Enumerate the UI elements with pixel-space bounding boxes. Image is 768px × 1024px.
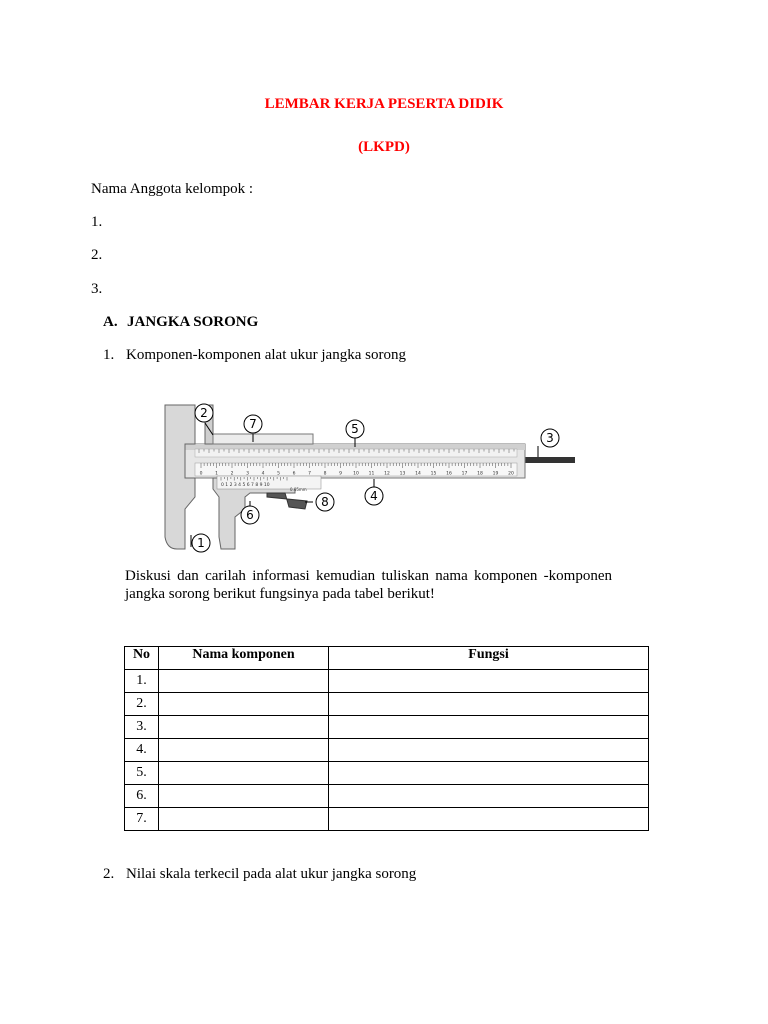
callout-6 (241, 506, 259, 524)
svg-text:4: 4 (370, 489, 378, 503)
row-number: 3. (125, 716, 159, 739)
table-header-row (125, 647, 649, 670)
svg-text:1: 1 (197, 536, 205, 550)
table-row (125, 693, 649, 716)
vernier-numbers: 0 1 2 3 4 5 6 7 8 9 10 (221, 483, 270, 488)
callout-3 (541, 429, 559, 447)
worksheet-title: LEMBAR KERJA PESERTA DIDIK (264, 96, 504, 112)
svg-text:5: 5 (351, 422, 359, 436)
nama-komponen-cell[interactable] (159, 739, 329, 762)
header-no: No (125, 647, 159, 670)
fungsi-cell[interactable] (329, 808, 649, 831)
table-row (125, 670, 649, 693)
member-number-2: 2. (91, 247, 103, 263)
main-scale-number: 4 (261, 471, 265, 477)
worksheet-subtitle: (LKPD) (358, 139, 410, 155)
component-table (124, 646, 649, 831)
table-row (125, 785, 649, 808)
table-row (125, 716, 649, 739)
members-label: Nama Anggota kelompok : (91, 181, 254, 197)
main-scale-number: 12 (384, 471, 390, 477)
row-number: 5. (125, 762, 159, 785)
item-1-text: Komponen-komponen alat ukur jangka sorong (126, 347, 406, 363)
row-number: 1. (125, 670, 159, 693)
main-scale-numbers (200, 471, 514, 477)
fungsi-cell[interactable] (329, 739, 649, 762)
row-number: 6. (125, 785, 159, 808)
main-scale-number: 3 (246, 471, 249, 477)
main-scale-number: 10 (353, 471, 359, 477)
main-scale-ticks (201, 463, 511, 468)
main-scale-number: 16 (446, 471, 452, 477)
row-number: 7. (125, 808, 159, 831)
row-number: 2. (125, 693, 159, 716)
svg-text:8: 8 (321, 495, 329, 509)
main-scale-number: 18 (477, 471, 483, 477)
main-scale-number: 15 (430, 471, 437, 477)
main-scale-number: 17 (461, 471, 468, 477)
main-scale-number: 1 (215, 471, 218, 477)
svg-text:6: 6 (246, 508, 254, 522)
fungsi-cell[interactable] (329, 693, 649, 716)
section-a-marker: A. (103, 314, 118, 330)
row-number: 4. (125, 739, 159, 762)
svg-text:7: 7 (249, 417, 257, 431)
main-scale-number: 11 (368, 471, 375, 477)
section-a-heading: JANGKA SORONG (127, 314, 259, 330)
fungsi-cell[interactable] (329, 670, 649, 693)
main-scale-number: 14 (415, 471, 421, 477)
svg-text:2: 2 (200, 406, 208, 420)
nama-komponen-cell[interactable] (159, 670, 329, 693)
svg-text:3: 3 (546, 431, 554, 445)
main-scale-number: 6 (292, 471, 296, 477)
main-scale-number: 9 (339, 471, 342, 477)
item-1-marker: 1. (103, 347, 115, 363)
callout-5 (346, 420, 364, 438)
callout-4 (365, 487, 383, 505)
fungsi-cell[interactable] (329, 716, 649, 739)
main-scale-number: 8 (323, 471, 327, 477)
vernier-caliper-figure (155, 397, 585, 557)
callout-1 (192, 534, 210, 552)
fungsi-cell[interactable] (329, 785, 649, 808)
item-2-marker: 2. (103, 866, 115, 882)
main-scale-number: 7 (308, 471, 311, 477)
thumb-screw (267, 493, 307, 509)
main-scale-number: 13 (399, 471, 406, 477)
main-scale-number: 20 (508, 471, 514, 477)
nama-komponen-cell[interactable] (159, 693, 329, 716)
nama-komponen-cell[interactable] (159, 785, 329, 808)
member-number-3: 3. (91, 281, 103, 297)
table-row (125, 762, 649, 785)
main-scale-number: 2 (230, 471, 234, 477)
main-scale-number: 19 (492, 471, 499, 477)
header-fungsi: Fungsi (329, 647, 649, 670)
fungsi-cell[interactable] (329, 762, 649, 785)
table-row (125, 808, 649, 831)
header-nama-komponen: Nama komponen (159, 647, 329, 670)
instruction-paragraph: Diskusi dan carilah informasi kemudian tuliskan nama komponen -komponen jangka sorong berikut fungsinya pada tabel berikut! (125, 568, 612, 602)
callout-2 (195, 404, 213, 422)
main-scale-number: 5 (277, 471, 280, 477)
item-2-text: Nilai skala terkecil pada alat ukur jangka sorong (126, 866, 417, 882)
callout-8 (316, 493, 334, 511)
nama-komponen-cell[interactable] (159, 762, 329, 785)
member-number-1: 1. (91, 214, 103, 230)
depth-rod (523, 457, 575, 463)
vernier-unit: 0.05mm (290, 487, 307, 492)
callout-7 (244, 415, 262, 433)
nama-komponen-cell[interactable] (159, 716, 329, 739)
nama-komponen-cell[interactable] (159, 808, 329, 831)
table-row (125, 739, 649, 762)
main-scale-number: 0 (199, 471, 203, 477)
